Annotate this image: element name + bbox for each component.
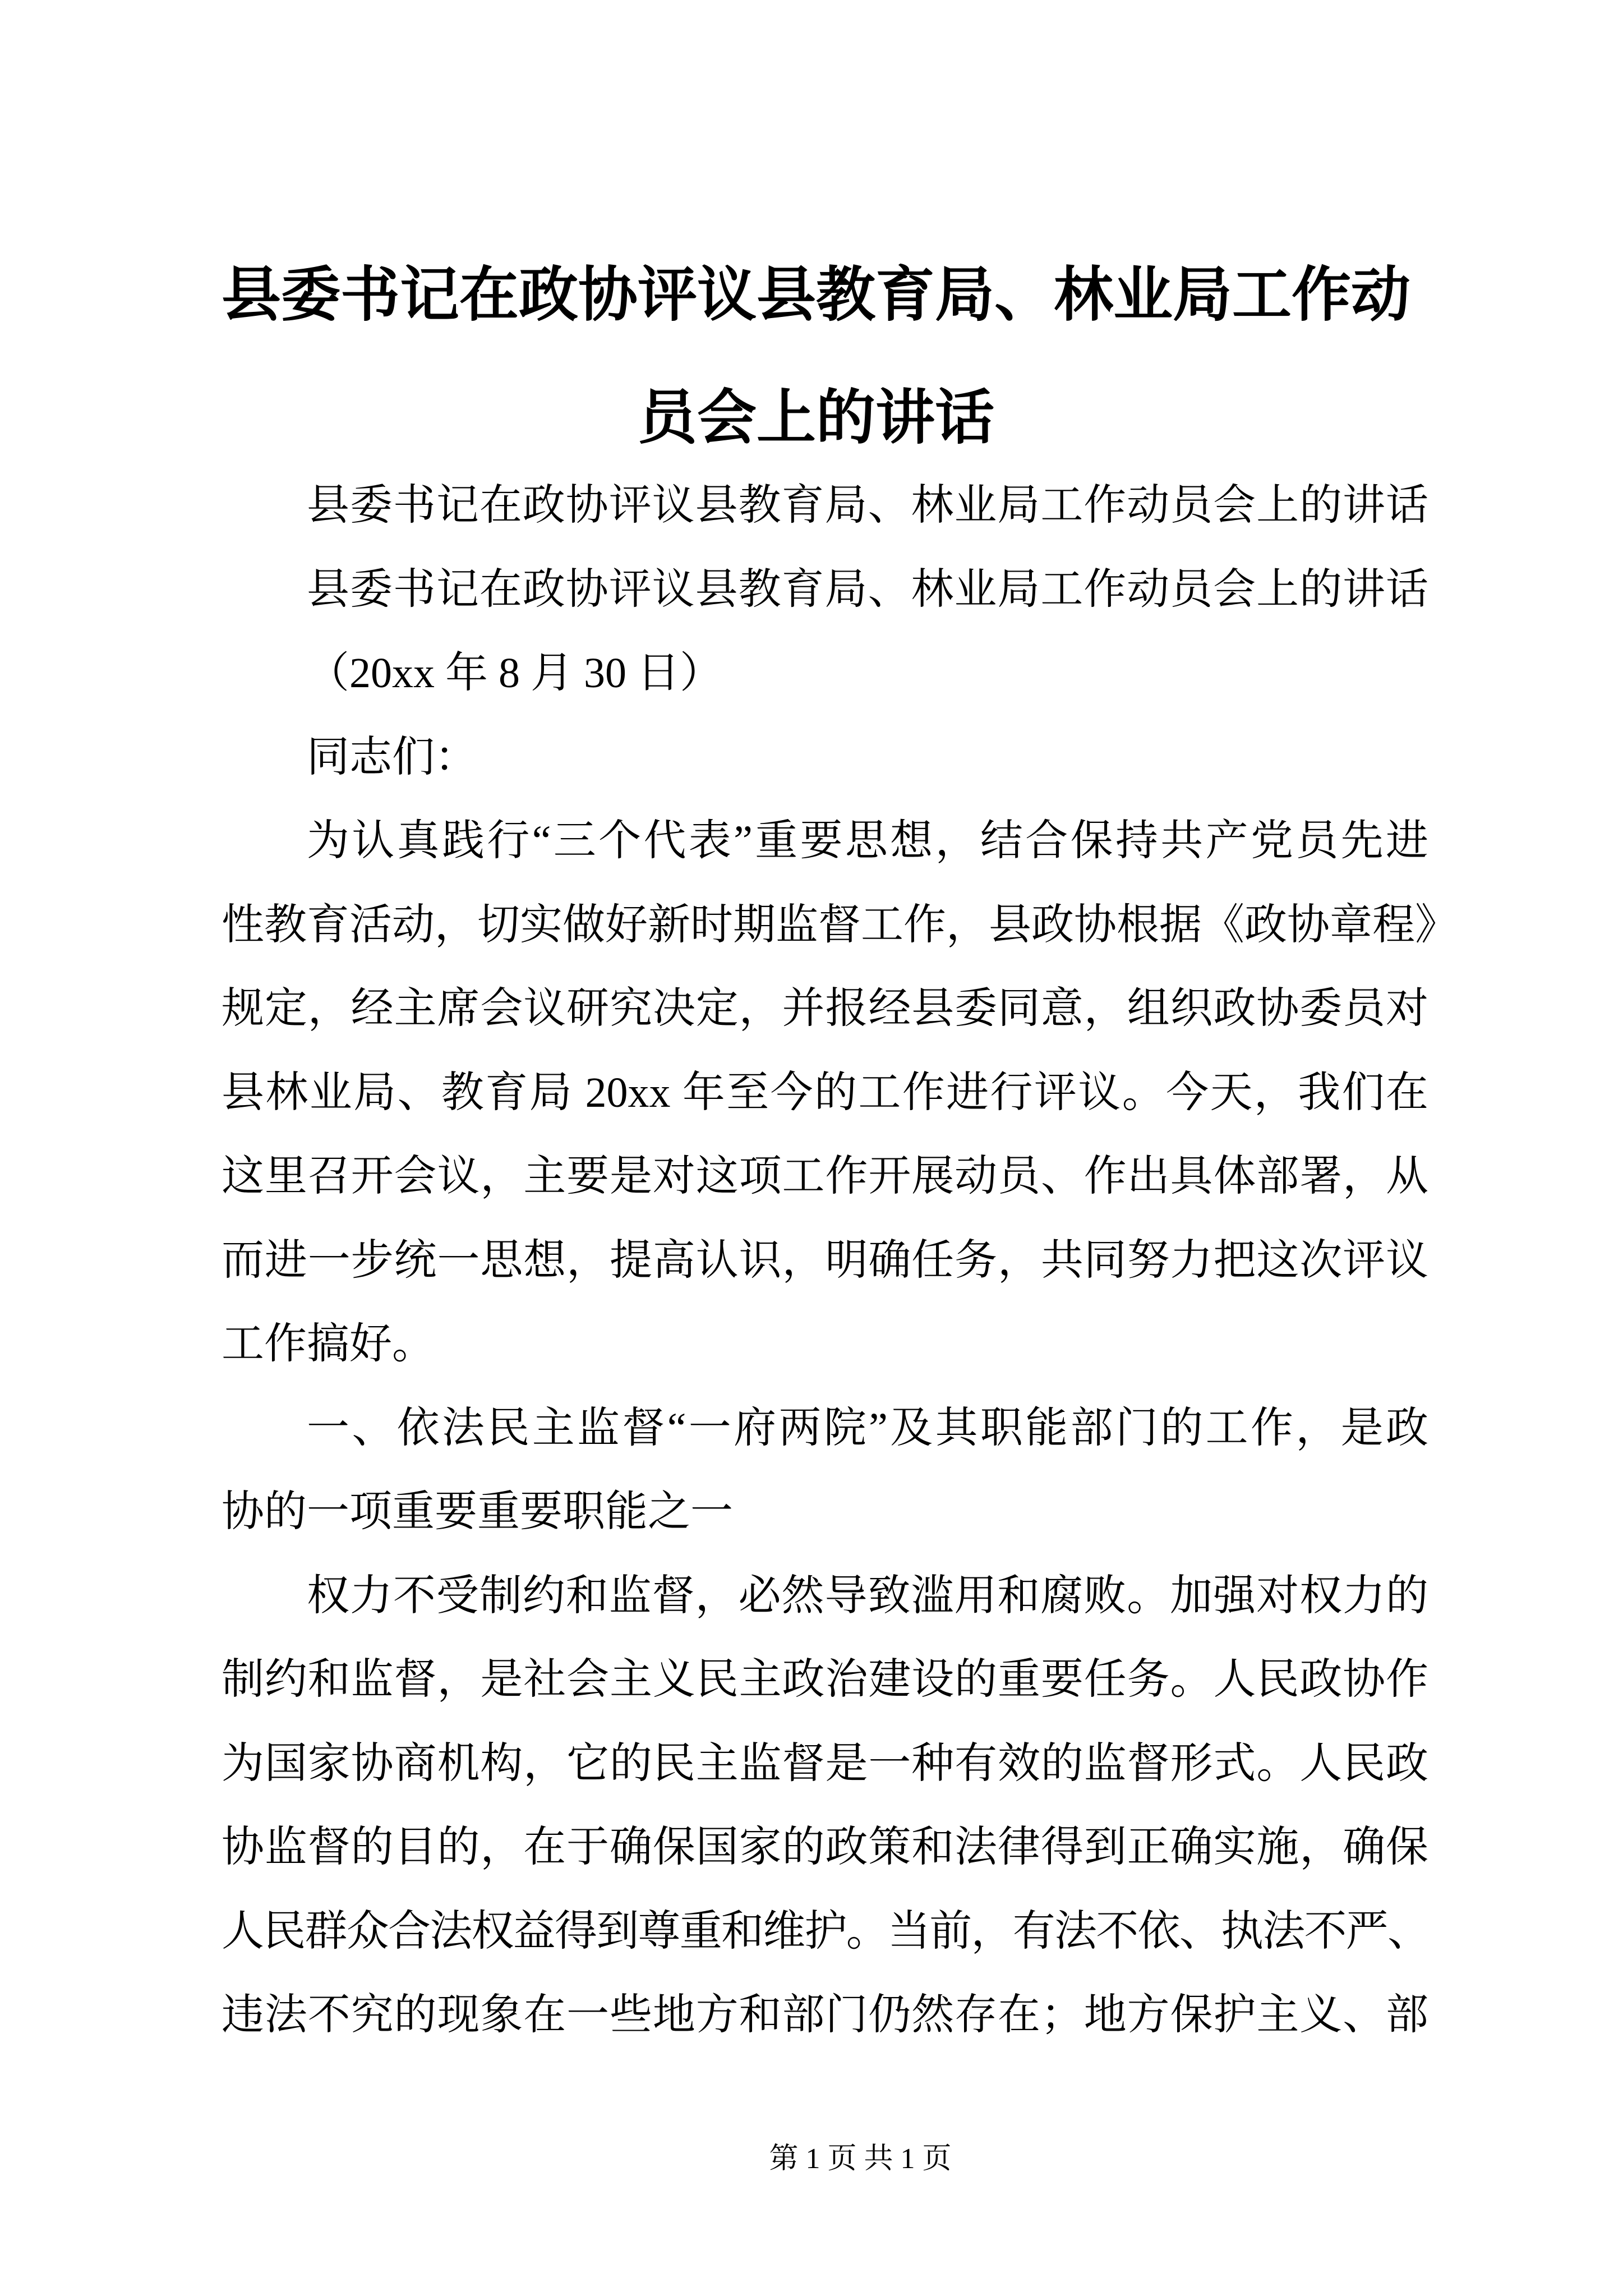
- text-line: 县委书记在政协评议县教育局、林业局工作动员会上的讲话: [307, 482, 1428, 529]
- text-line: 县林业局、教育局 20xx 年至今的工作进行评议。今天，我们在: [222, 1069, 1428, 1116]
- text-line: 制约和监督，是社会主义民主政治建设的重要任务。人民政协作: [222, 1656, 1428, 1703]
- paragraph: [222, 1554, 1428, 2058]
- text-line: 协的一项重要重要职能之一: [222, 1488, 733, 1535]
- text-line: 这里召开会议，主要是对这项工作开展动员、作出具体部署，从: [222, 1153, 1428, 1200]
- title-line: 县委书记在政协评议县教育局、林业局工作动: [222, 263, 1410, 328]
- text-line: 为认真践行“三个代表”重要思想，结合保持共产党员先进: [307, 817, 1428, 864]
- text-line: 为国家协商机构，它的民主监督是一种有效的监督形式。人民政: [222, 1740, 1428, 1787]
- paragraph: [222, 799, 1458, 1387]
- document-title: [213, 234, 1419, 480]
- text-line: 一、依法民主监督“一府两院”及其职能部门的工作，是政: [307, 1404, 1428, 1452]
- text-line: 违法不究的现象在一些地方和部门仍然存在；地方保护主义、部: [222, 1991, 1428, 2039]
- text-line: 协监督的目的，在于确保国家的政策和法律得到正确实施，确保: [222, 1824, 1428, 1871]
- salutation: [222, 716, 1428, 800]
- text-line: 县委书记在政协评议县教育局、林业局工作动员会上的讲话: [307, 565, 1428, 613]
- text-line: 而进一步统一思想，提高认识，明确任务，共同努力把这次评议: [222, 1236, 1428, 1284]
- title-line: 员会上的讲话: [638, 385, 994, 451]
- text-line: 性教育活动，切实做好新时期监督工作，县政协根据《政协章程》: [222, 901, 1458, 949]
- text-line: 规定，经主席会议研究决定，并报经县委同意，组织政协委员对: [222, 985, 1428, 1032]
- date-line: [222, 632, 1428, 716]
- paragraph: [222, 548, 1428, 632]
- text-line: 同志们：: [307, 733, 477, 781]
- section-heading: [222, 1387, 1428, 1554]
- text-line: 权力不受制约和监督，必然导致滥用和腐败。加强对权力的: [307, 1572, 1428, 1619]
- page-number: 第 1 页 共 1 页: [769, 2143, 952, 2175]
- paragraph: [222, 464, 1428, 548]
- text-line: 人民群众合法权益得到尊重和维护。当前，有法不依、执法不严、: [222, 1907, 1428, 1955]
- text-line: 工作搞好。: [222, 1320, 435, 1368]
- body-text: [222, 464, 1458, 2058]
- text-line: （20xx 年 8 月 30 日）: [307, 650, 722, 697]
